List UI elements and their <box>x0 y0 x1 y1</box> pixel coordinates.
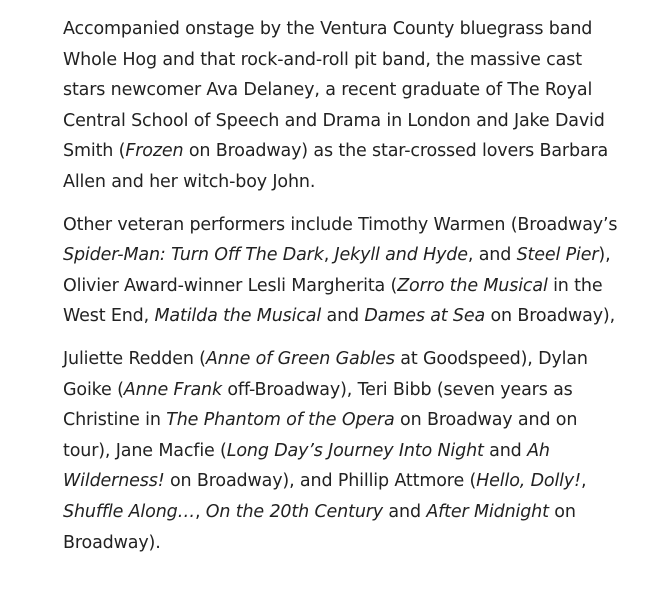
article-body <box>63 14 623 570</box>
work-title: Frozen <box>125 141 184 162</box>
article-paragraph <box>63 210 623 332</box>
article-paragraph <box>63 344 623 558</box>
paragraph-text: Juliette Redden ( <box>63 348 206 369</box>
paragraph-text: off-Broadway), Teri Bibb (seven years as Christine in <box>63 379 573 431</box>
work-title: Shuffle Along… <box>63 501 195 522</box>
paragraph-text: and <box>383 501 427 522</box>
paragraph-text: , <box>194 501 206 522</box>
work-title: Hello, Dolly! <box>476 471 581 492</box>
work-title: Anne Frank <box>123 379 222 400</box>
work-title: On the 20th Century <box>205 501 384 522</box>
work-title: Steel Pier <box>516 245 599 266</box>
paragraph-text: Other veteran performers include Timothy Warmen (Broadway’s <box>63 214 618 235</box>
work-title: Anne of Green Gables <box>205 348 395 369</box>
work-title: Ah Wilderness! <box>63 440 550 492</box>
paragraph-text: on Broadway and on tour), Jane Macfie ( <box>63 410 578 461</box>
work-title: Matilda the Musical <box>154 306 322 327</box>
paragraph-text: and <box>321 306 365 327</box>
paragraph-text: on Broadway), <box>485 306 616 327</box>
work-title: Zorro the Musical <box>397 275 548 296</box>
paragraph-text: on Broadway), and Phillip Attmore ( <box>164 471 477 492</box>
work-title: After Midnight <box>426 501 549 522</box>
paragraph-text: in the West End, <box>63 275 603 327</box>
paragraph-text: Accompanied onstage by the Ventura County bluegrass band Whole Hog and that rock-and-roll pit band, the massive cast stars newcomer Ava Delaney, a recent graduate of The Royal Central School of Speech and Drama in London and Jake David Smith ( <box>63 19 605 162</box>
work-title: Jekyll and Hyde <box>334 245 468 266</box>
paragraph-text: and <box>483 440 528 461</box>
paragraph-text: , <box>580 471 587 492</box>
work-title: Long Day’s Journey Into Night <box>226 440 484 461</box>
work-title: Dames at Sea <box>364 306 486 327</box>
paragraph-text: on Broadway). <box>63 501 576 553</box>
paragraph-text: at Goodspeed), Dylan Goike ( <box>63 348 588 400</box>
article-paragraph <box>63 14 623 198</box>
paragraph-text: , <box>323 245 335 266</box>
work-title: The Phantom of the Opera <box>166 410 395 431</box>
work-title: Spider-Man: Turn Off The Dark <box>63 245 324 266</box>
paragraph-text: on Broadway) as the star-crossed lovers Barbara Allen and her witch-boy John. <box>63 141 609 192</box>
paragraph-text: ), Olivier Award-winner Lesli Margherita ( <box>63 245 611 296</box>
paragraph-text: , and <box>467 245 517 266</box>
